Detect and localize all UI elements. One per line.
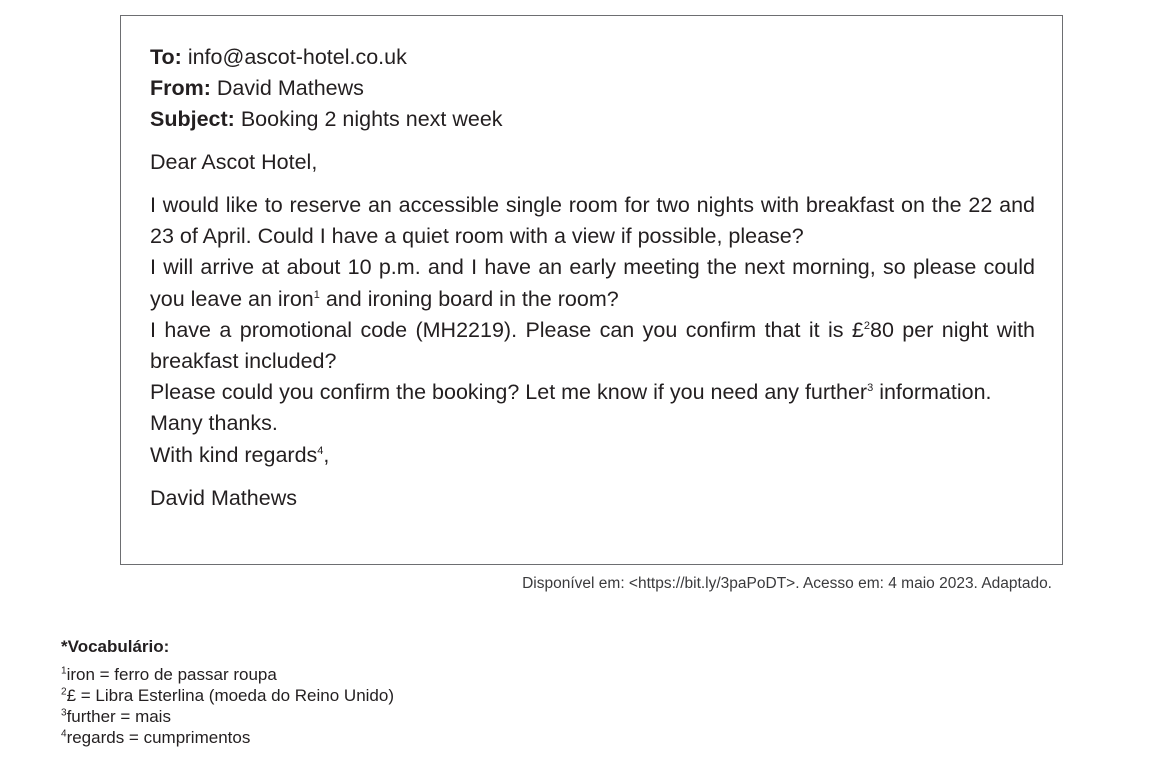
vocab-text: iron = ferro de passar roupa xyxy=(66,665,277,684)
footnote-marker-1: 1 xyxy=(313,288,320,301)
paragraph-confirm-text-a: Please could you confirm the booking? Let me know if you need any further xyxy=(150,380,868,405)
paragraph-promo-text-b: 80 per night with breakfast included? xyxy=(150,317,1036,374)
email-body xyxy=(150,190,1035,471)
source-citation: Disponível em: <https://bit.ly/3paPoDT>. Acesso em: 4 maio 2023. Adaptado. xyxy=(522,575,1052,592)
paragraph-reservation: I would like to reserve an accessible single room for two nights with breakfast on the 22 and 23 of April. Could I have a quiet room with a view if possible, please? xyxy=(150,193,1035,249)
footnote-marker-2: 2 xyxy=(863,319,870,332)
vocab-marker: 2 xyxy=(61,686,67,698)
regards-line xyxy=(150,440,1035,471)
vocabulary-section xyxy=(61,636,394,748)
vocab-marker: 3 xyxy=(61,707,67,719)
paragraph-promo-text-a: I have a promotional code (MH2219). Please can you confirm that it is £ xyxy=(150,317,864,342)
paragraph-arrival-text-a: I will arrive at about 10 p.m. and I have an early meeting the next morning, so please could you leave an iron xyxy=(150,255,1035,311)
thanks-line: Many thanks. xyxy=(150,411,278,436)
from-label: From: xyxy=(150,76,211,100)
footnote-marker-3: 3 xyxy=(867,382,874,395)
footnote-marker-4: 4 xyxy=(317,444,324,457)
vocab-marker: 4 xyxy=(61,728,67,740)
vocabulary-title: *Vocabulário: xyxy=(61,637,170,656)
paragraph-promo xyxy=(150,315,1035,377)
vocab-marker: 1 xyxy=(61,665,67,677)
vocab-item xyxy=(61,685,394,706)
to-label: To: xyxy=(150,45,182,69)
paragraph-arrival-text-b: and ironing board in the room? xyxy=(319,286,619,311)
from-value: David Mathews xyxy=(216,76,364,100)
regards-text: With kind regards xyxy=(150,442,318,467)
vocab-text: £ = Libra Esterlina (moeda do Reino Unido) xyxy=(66,686,394,705)
regards-comma: , xyxy=(323,442,330,467)
vocab-item xyxy=(61,706,394,727)
paragraph-arrival xyxy=(150,252,1035,314)
vocab-item xyxy=(61,727,394,748)
subject-value: Booking 2 nights next week xyxy=(240,107,503,131)
email-content xyxy=(150,42,1035,514)
to-line xyxy=(150,42,1035,73)
signature: David Mathews xyxy=(150,485,297,510)
paragraph-confirm xyxy=(150,377,1035,408)
vocab-item xyxy=(61,664,394,685)
paragraph-confirm-text-b: information. xyxy=(873,380,992,405)
subject-line xyxy=(150,104,1035,135)
to-value: info@ascot-hotel.co.uk xyxy=(187,45,407,69)
subject-label: Subject: xyxy=(150,107,235,131)
vocab-text: further = mais xyxy=(66,707,171,726)
greeting: Dear Ascot Hotel, xyxy=(150,150,318,174)
vocab-text: regards = cumprimentos xyxy=(66,728,251,747)
email-box xyxy=(120,15,1063,565)
from-line xyxy=(150,73,1035,104)
